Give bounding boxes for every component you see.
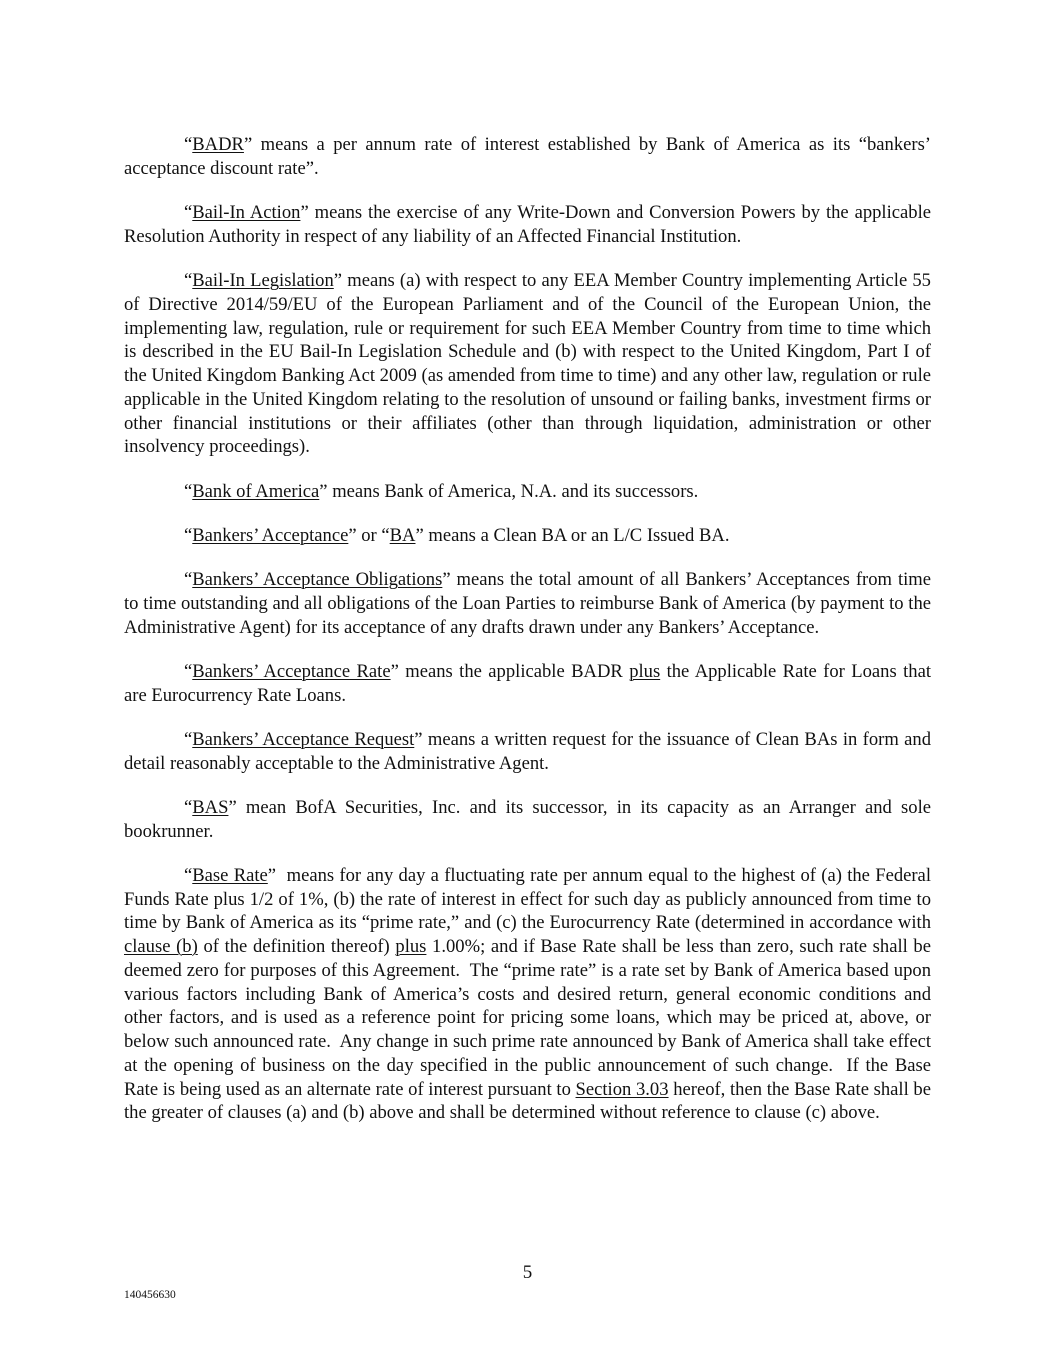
definition-text: means the applicable BADR <box>398 660 630 682</box>
defined-term: Base Rate <box>192 864 268 886</box>
defined-term-alias: BA <box>389 524 416 546</box>
definition-text: means the total amount of all Bankers’ Acceptances from time to time outstanding and all obligations of the Loan Parties to reimburse Bank of America (by payment to the Administrative Agent) for its acceptance of any drafts drawn under any Bankers’ Acceptance. <box>124 569 931 638</box>
defined-term: Bank of America <box>192 480 320 502</box>
definition-text: mean BofA Securities, Inc. and its successor, in its capacity as an Arranger and sole bookrunner. <box>124 796 931 842</box>
document-page <box>124 133 931 1146</box>
definition-text: 1.00%; and if Base Rate shall be less than zero, such rate shall be deemed zero for purposes of this Agreement. The “prime rate” is a rate set by Bank of America based upon various factors including Bank of America’s costs and desired return, general economic conditions and other factors, and is used as a reference point for pricing some loans, which may be priced at, above, or below such announced rate. Any change in such prime rate announced by Bank of America shall take effect at the opening of business on the day specified in the public announcement of such change. If the Base Rate is being used as an alternate rate of interest pursuant to <box>124 936 931 1100</box>
definition-text: means Bank of America, N.A. and its successors. <box>327 480 699 502</box>
definition-text: means a per annum rate of interest established by Bank of America as its “bankers’ acceptance discount rate”. <box>124 134 931 179</box>
definition-text: means a Clean BA or an L/C Issued BA. <box>423 524 730 546</box>
defined-term: Bail-In Action <box>192 202 301 223</box>
defined-term: Bankers’ Acceptance <box>192 524 349 546</box>
definition-text: means (a) with respect to any EEA Member Country implementing Article 55 of Directive 2014/59/EU of the European Parliament and of the Council of the European Union, the implementing law, regulation, rule or requirement for such EEA Member Country from time to time which is described in the EU Bail-In Legislation Schedule and (b) with respect to the United Kingdom, Part I of the United Kingdom Banking Act 2009 (as amended from time to time) and any other law, regulation or rule applicable in the United Kingdom relating to the resolution of unsound or failing banks, investment firms or other financial institutions or their affiliates (other than through liquidation, administration or other insolvency proceedings). <box>124 270 931 458</box>
definition-text: means a written request for the issuance of Clean BAs in form and detail reasonably acceptable to the Administrative Agent. <box>124 728 931 774</box>
definition-text: means the exercise of any Write-Down and Conversion Powers by the applicable Resolution Authority in respect of any liability of an Affected Financial Institution. <box>124 202 931 247</box>
defined-term: BADR <box>192 134 244 155</box>
defined-term: Bail-In Legislation <box>192 270 334 291</box>
definition-badr: “BADR” means a per annum rate of interest established by Bank of America as its “bankers’ acceptance discount rate”. <box>124 134 931 179</box>
underlined-word: plus <box>629 660 661 682</box>
definition-base-rate: “Base Rate” means for any day a fluctuating rate per annum equal to the highest of (a) the Federal Funds Rate plus 1/2 of 1%, (b) the rate of interest in effect for such day as publicly announced from time to time by Bank of America as its “prime rate,” and (c) the Eurocurrency Rate (determined in accordance with clause (b) of the definition thereof) plus 1.00%; and if Base Rate shall be less than zero, such rate shall be deemed zero for purposes of this Agreement. The “prime rate” is a rate set by Bank of America based upon various factors including Bank of America’s costs and desired return, general economic conditions and other factors, and is used as a reference point for pricing some loans, which may be priced at, above, or below such announced rate. Any change in such prime rate announced by Bank of America shall take effect at the opening of business on the day specified in the public announcement of such change. If the Base Rate is being used as an alternate rate of interest pursuant to Section 3.03 hereof, then the Base Rate shall be the greater of clauses (a) and (b) above and shall be determined without reference to clause (c) above. <box>124 864 931 1124</box>
definition-text: means for any day a fluctuating rate per annum equal to the highest of (a) the Federal Funds Rate plus 1/2 of 1%, (b) the rate of interest in effect for such day as publicly announced from time to time by Bank of America as its “prime rate,” and (c) the Eurocurrency Rate (determined in accordance with <box>124 864 931 934</box>
definition-bail-in-legislation: “Bail-In Legislation” means (a) with respect to any EEA Member Country implementing Article 55 of Directive 2014/59/EU of the European Parliament and of the Council of the European Union, the implementing law, regulation, rule or requirement for such EEA Member Country from time to time which is described in the EU Bail-In Legislation Schedule and (b) with respect to the United Kingdom, Part I of the United Kingdom Banking Act 2009 (as amended from time to time) and any other law, regulation or rule applicable in the United Kingdom relating to the resolution of unsound or failing banks, investment firms or other financial institutions or their affiliates (other than through liquidation, administration or other insolvency proceedings). <box>124 270 931 458</box>
clause-reference: clause (b) <box>124 936 198 957</box>
definition-text: the Applicable Rate for Loans that are Eurocurrency Rate Loans. <box>124 660 931 706</box>
definition-bank-of-america: “Bank of America” means Bank of America, N.A. and its successors. <box>184 480 699 502</box>
definition-text: hereof, then the Base Rate shall be the greater of clauses (a) and (b) above and shall be determined without reference to clause (c) above. <box>124 1078 931 1124</box>
document-id: 140456630 <box>124 1289 176 1301</box>
definition-bankers-acceptance-obligations: “Bankers’ Acceptance Obligations” means the total amount of all Bankers’ Acceptances from time to time outstanding and all obligations of the Loan Parties to reimburse Bank of America (by payment to the Administrative Agent) for its acceptance of any drafts drawn under any Bankers’ Acceptance. <box>124 569 931 638</box>
section-reference: Section 3.03 <box>575 1078 669 1100</box>
defined-term: BAS <box>192 796 229 818</box>
definition-bas: “BAS” mean BofA Securities, Inc. and its successor, in its capacity as an Arranger and sole bookrunner. <box>124 796 931 842</box>
definition-bankers-acceptance-rate: “Bankers’ Acceptance Rate” means the applicable BADR plus the Applicable Rate for Loans that are Eurocurrency Rate Loans. <box>124 660 931 706</box>
definition-bankers-acceptance-request: “Bankers’ Acceptance Request” means a written request for the issuance of Clean BAs in form and detail reasonably acceptable to the Administrative Agent. <box>124 728 931 774</box>
defined-term: Bankers’ Acceptance Rate <box>192 660 391 682</box>
defined-term: Bankers’ Acceptance Request <box>192 728 415 750</box>
definition-bail-in-action: “Bail-In Action” means the exercise of any Write-Down and Conversion Powers by the applicable Resolution Authority in respect of any liability of an Affected Financial Institution. <box>124 202 931 247</box>
underlined-word: plus <box>395 936 427 957</box>
definition-bankers-acceptance: “Bankers’ Acceptance” or “BA” means a Clean BA or an L/C Issued BA. <box>184 524 730 546</box>
defined-term: Bankers’ Acceptance Obligations <box>192 569 443 590</box>
definition-text: of the definition thereof) <box>197 936 396 957</box>
page-number: 5 <box>522 1262 533 1283</box>
